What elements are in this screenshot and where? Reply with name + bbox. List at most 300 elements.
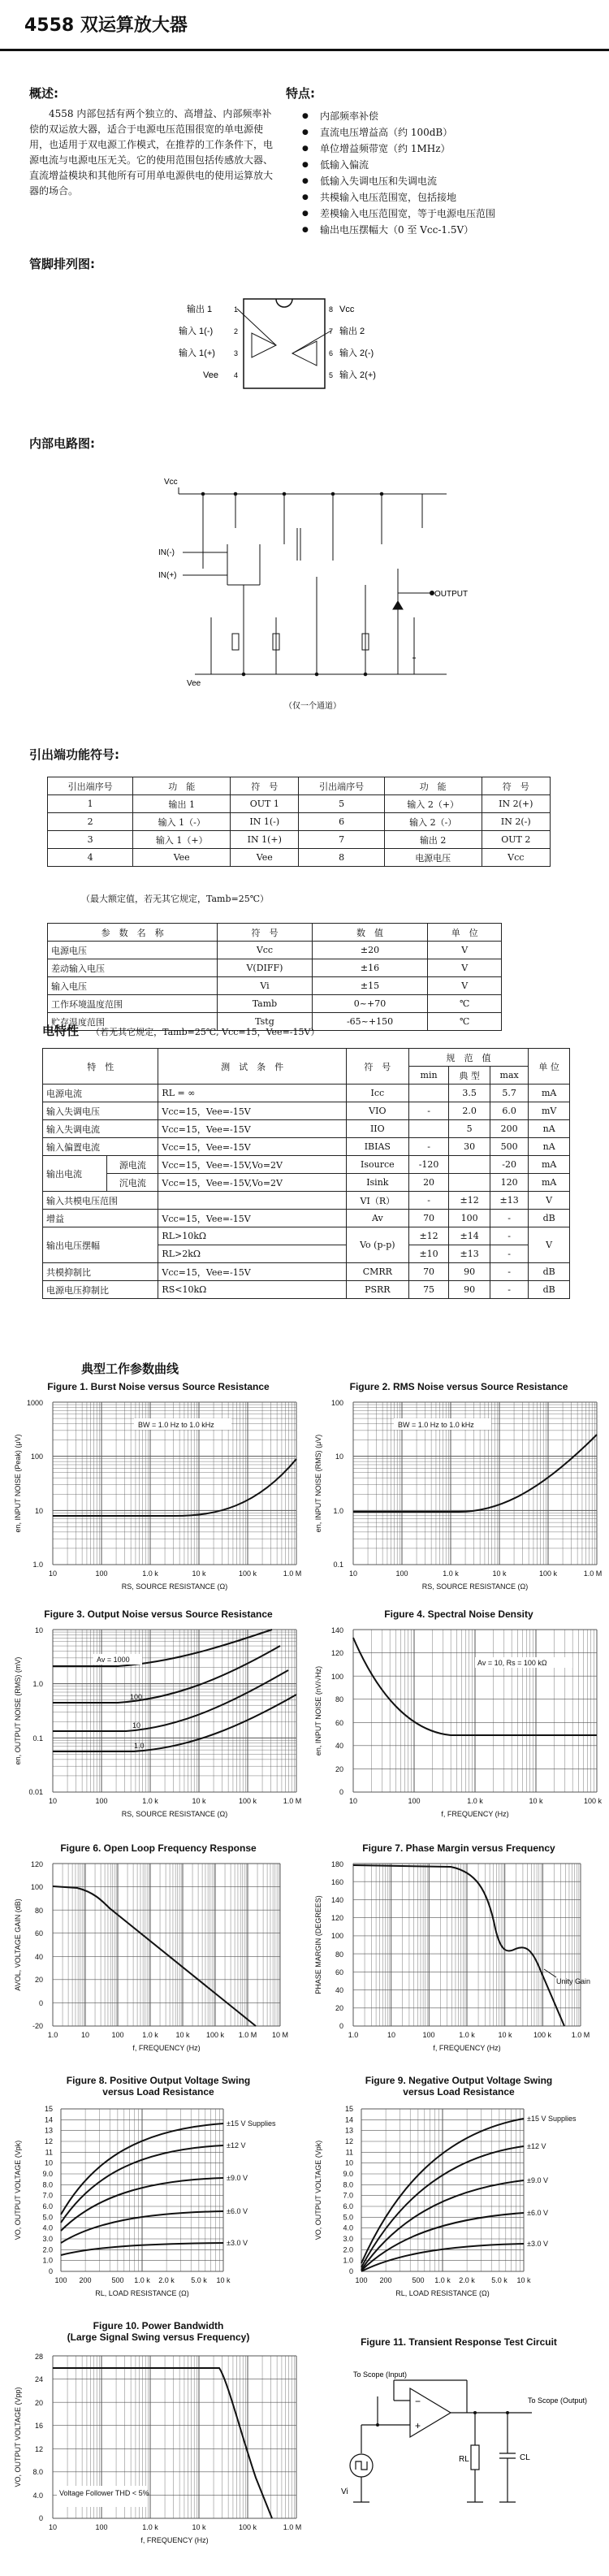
x-tick-label: 100: [95, 1569, 108, 1578]
table-row: [43, 1281, 570, 1299]
y-axis-label: en, OUTPUT NOISE (RMS) (mV): [14, 1656, 22, 1765]
table-row: [43, 1174, 570, 1192]
table-cell: 90: [449, 1281, 490, 1299]
feature-item: ● 直流电压增益高（约 100dB）: [302, 124, 586, 141]
x-tick-label: 500: [412, 2276, 425, 2284]
circuit-output-label: OUTPUT: [434, 590, 469, 599]
table-cell: -: [408, 1192, 449, 1210]
table-cell: 输入共模电压范围: [43, 1192, 158, 1210]
table-cell: Vcc=15，Vee=-15V: [158, 1120, 346, 1138]
table-cell: Vcc: [218, 942, 312, 959]
y-tick-label: 9.0: [343, 2170, 353, 2178]
fig11-title: Figure 11. Transient Response Test Circuit: [361, 2336, 557, 2348]
table-cell: 差动输入电压: [48, 959, 218, 977]
fig8-title-line2: versus Load Resistance: [102, 2086, 214, 2098]
fig10-title-line1: Figure 10. Power Bandwidth: [93, 2320, 224, 2331]
fig1-chart: [12, 1394, 304, 1597]
fig3-curve-label: 10: [132, 1721, 141, 1730]
y-tick-label: 28: [34, 2353, 43, 2361]
y-tick-label: 24: [34, 2375, 43, 2383]
table-cell: mV: [529, 1102, 570, 1120]
fig9-curve-label: ±9.0 V: [527, 2176, 548, 2184]
x-tick-label: 10: [48, 2523, 58, 2531]
fig9-curve-label: ±6.0 V: [527, 2209, 548, 2217]
table-header-cell: 单 位: [428, 924, 502, 942]
table-cell: 输入失调电压: [43, 1102, 158, 1120]
feature-item: ● 低输入失调电压和失调电流: [302, 173, 586, 189]
table-cell: CMRR: [346, 1263, 408, 1281]
table-cell: ±12: [449, 1192, 490, 1210]
y-tick-label: 100: [330, 1932, 343, 1940]
y-tick-label: 4.0: [343, 2223, 353, 2232]
y-tick-label: 20: [335, 2004, 343, 2012]
pin-label: 输出 1: [187, 305, 213, 314]
fig6-title: Figure 6. Open Loop Frequency Response: [60, 1842, 257, 1854]
features-section: [286, 84, 586, 238]
table-cell: 500: [490, 1138, 528, 1156]
table-cell: V: [428, 959, 502, 977]
y-tick-label: 80: [335, 1950, 343, 1959]
x-tick-label: 1.0 M: [283, 1569, 302, 1578]
fig9-chart: [313, 2101, 605, 2304]
fig6-chart: [12, 1855, 304, 2059]
fig2-curve: [353, 1435, 597, 1512]
y-tick-label: 2.0: [343, 2245, 353, 2254]
table-cell: 输出电压摆幅: [43, 1227, 158, 1263]
pinout-left-labels: [179, 303, 238, 380]
overview-text: 4558 内部包括有两个独立的、高增益、内部频率补偿的双运放大器，适合于电源电压范围很宽的单电源使用，也适用于双电源工作模式，在推荐的工作条件下，电源电流与电源电压无关。它的使用范围包括传感放大器、直流增益模块和其他所有可用单电源供电的使用运算放大器的场合。: [29, 108, 274, 197]
x-tick-label: 1.0 k: [434, 2276, 451, 2284]
pinout-right-labels: [329, 305, 376, 380]
pin-label: 输出 2: [339, 327, 365, 336]
x-tick-label: 1.0 M: [283, 1797, 302, 1805]
table-cell: 输入 1（+）: [133, 831, 231, 849]
x-tick-label: 100 k: [538, 1569, 558, 1578]
feature-item: ● 共模输入电压范围宽，包括接地: [302, 189, 586, 206]
x-tick-label: 100: [408, 1797, 421, 1805]
y-axis-label: en, INPUT NOISE (RMS) (μV): [314, 1434, 322, 1533]
table-cell: -120: [408, 1156, 449, 1174]
table-cell: 5: [299, 795, 384, 813]
x-tick-label: 1.0 M: [238, 2031, 257, 2039]
table-cell: 输出电流: [43, 1156, 107, 1192]
x-tick-label: 10 k: [529, 1797, 543, 1805]
x-tick-label: 10: [348, 1569, 358, 1578]
x-tick-label: 10 k: [516, 2276, 531, 2284]
table-cell: OUT 2: [482, 831, 550, 849]
table-cell: ±12: [408, 1227, 449, 1245]
table-cell: 2: [48, 813, 133, 831]
table-cell: V: [428, 977, 502, 995]
fig8-title-line1: Figure 8. Positive Output Voltage Swing: [66, 2075, 251, 2086]
table-cell: Tstg: [218, 1013, 312, 1031]
y-tick-label: 120: [330, 1649, 343, 1657]
fig11-input-label: To Scope (Input): [353, 2370, 408, 2379]
fig3-curve-label: 100: [130, 1693, 143, 1701]
x-tick-label: 100: [422, 2031, 435, 2039]
y-tick-label: 0: [339, 2022, 343, 2030]
table-cell: 输入 2（+）: [384, 795, 482, 813]
table-cell: RL = ∞: [158, 1085, 346, 1102]
y-tick-label: 60: [34, 1929, 43, 1937]
pinout-heading: 管脚排列图:: [29, 257, 95, 271]
fig10-title-line2: (Large Signal Swing versus Frequency): [67, 2331, 250, 2343]
table-cell: 120: [490, 1174, 528, 1192]
table-cell: ±10: [408, 1245, 449, 1263]
y-tick-label: 0: [339, 1788, 343, 1796]
table-row: [48, 942, 502, 959]
y-tick-label: 10: [335, 1453, 343, 1461]
table-row: [48, 849, 551, 867]
overview-section: [29, 84, 273, 199]
x-tick-label: 1.0: [348, 2031, 359, 2039]
table-cell: Vcc=15，Vee=-15V: [158, 1263, 346, 1281]
fig4-title: Figure 4. Spectral Noise Density: [384, 1608, 533, 1620]
elec-note: （若无其它规定，Tamb=25℃, Vcc=15，Vee=-15V）: [91, 1027, 320, 1037]
y-tick-label: 100: [30, 1453, 43, 1461]
table-header-cell: 引出端序号: [299, 777, 384, 795]
pin-number: 2: [234, 327, 239, 336]
x-tick-label: 100: [355, 2276, 368, 2284]
table-cell: ℃: [428, 995, 502, 1013]
y-tick-label: 10: [34, 1507, 43, 1515]
y-tick-label: 60: [335, 1968, 343, 1976]
y-tick-label: 4.0: [42, 2223, 53, 2232]
table-cell: 70: [408, 1263, 449, 1281]
curves-heading: 典型工作参数曲线: [81, 1362, 179, 1376]
y-tick-label: 0: [38, 1999, 43, 2007]
table-header-cell: 功 能: [384, 777, 482, 795]
y-tick-label: 80: [335, 1695, 343, 1704]
y-tick-label: 0.01: [28, 1788, 43, 1796]
table-cell: [449, 1174, 490, 1192]
table-row: [43, 1138, 570, 1156]
table-cell: V: [529, 1227, 570, 1263]
feature-item: ● 低输入偏流: [302, 157, 586, 173]
fig10-annotation: Voltage Follower THD < 5%: [59, 2489, 149, 2497]
x-tick-label: 1.0 k: [459, 2031, 475, 2039]
y-tick-label: 5.0: [343, 2213, 353, 2222]
pin-label: 输入 2(-): [339, 349, 374, 358]
y-tick-label: 180: [330, 1860, 343, 1868]
table-cell: VI（R）: [346, 1192, 408, 1210]
fig2-chart: [313, 1394, 605, 1597]
table-row: [48, 995, 502, 1013]
table-cell: Vcc: [482, 849, 550, 867]
x-tick-label: 1.0 k: [443, 1569, 459, 1578]
y-tick-label: 13: [44, 2126, 53, 2135]
fig8-curve-label: ±9.0 V: [227, 2174, 248, 2182]
y-tick-label: -20: [32, 2022, 43, 2030]
y-tick-label: 12: [44, 2137, 53, 2145]
table-cell: mA: [529, 1174, 570, 1192]
x-tick-label: 1.0 k: [142, 1797, 158, 1805]
table-row: [43, 1120, 570, 1138]
table-cell: 200: [490, 1120, 528, 1138]
table-row: [43, 1156, 570, 1174]
fig9-curve-label: ±12 V: [527, 2142, 546, 2150]
pin-label: 输入 1(+): [179, 349, 215, 358]
y-tick-label: 0: [38, 2514, 43, 2522]
table-cell: IIO: [346, 1120, 408, 1138]
y-tick-label: 100: [30, 1883, 43, 1891]
fig11-vi-label: Vi: [341, 2487, 348, 2496]
table-cell: 输出 2: [384, 831, 482, 849]
table-cell: RL>10kΩ: [158, 1227, 346, 1245]
pin-label: Vee: [203, 370, 218, 380]
fig10-title: [8, 2320, 309, 2343]
table-header-cell: 功 能: [133, 777, 231, 795]
table-cell: IN 1(+): [231, 831, 299, 849]
fig2-title: Figure 2. RMS Noise versus Source Resistance: [349, 1381, 568, 1392]
table-header-cell: 符 号: [482, 777, 550, 795]
fig7-curve: [353, 1865, 564, 2026]
x-tick-label: 100: [54, 2276, 67, 2284]
x-tick-label: 100 k: [533, 2031, 552, 2039]
x-axis-label: f, FREQUENCY (Hz): [132, 2044, 201, 2052]
circuit-vcc-label: Vcc: [164, 478, 178, 487]
x-tick-label: 100 k: [205, 2031, 225, 2039]
y-tick-label: 13: [344, 2126, 353, 2135]
x-tick-label: 100 k: [238, 1569, 257, 1578]
table-cell: -: [408, 1138, 449, 1156]
table-cell: 源电流: [107, 1156, 158, 1174]
x-tick-label: 10 k: [492, 1569, 507, 1578]
y-tick-label: 8.0: [32, 2468, 43, 2476]
y-tick-label: 0.1: [32, 1734, 43, 1743]
fig3-curve: [53, 1630, 272, 1666]
table-row: [43, 1192, 570, 1210]
x-tick-label: 10: [348, 1797, 358, 1805]
fig7-annotation: Unity Gain: [556, 1977, 591, 1985]
x-tick-label: 1.0 k: [142, 2031, 158, 2039]
features-list: [302, 108, 586, 238]
x-tick-label: 1.0: [47, 2031, 58, 2039]
internal-circuit: [154, 471, 479, 715]
x-axis-label: RL, LOAD RESISTANCE (Ω): [95, 2289, 189, 2297]
fig3-curve: [53, 1670, 288, 1731]
y-tick-label: 12: [34, 2445, 43, 2453]
pin-label: 输入 2(+): [339, 370, 376, 380]
fig1-curve: [53, 1459, 296, 1516]
table-row: [43, 1102, 570, 1120]
y-tick-label: 80: [34, 1907, 43, 1915]
x-tick-label: 1.0 M: [583, 1569, 603, 1578]
table-cell: 3.5: [449, 1085, 490, 1102]
table-cell: IBIAS: [346, 1138, 408, 1156]
x-axis-label: RS, SOURCE RESISTANCE (Ω): [121, 1810, 228, 1818]
table-cell: 0~+70: [312, 995, 428, 1013]
table-cell: Av: [346, 1210, 408, 1227]
table-cell: 输入 1（-）: [133, 813, 231, 831]
x-tick-label: 10 k: [192, 1797, 206, 1805]
svg-text:+: +: [415, 2420, 421, 2431]
table-cell: nA: [529, 1120, 570, 1138]
table-cell: Vcc=15，Vee=-15V,Vo=2V: [158, 1174, 346, 1192]
y-tick-label: 8.0: [42, 2180, 53, 2189]
y-tick-label: 140: [330, 1896, 343, 1904]
fig11-cl-label: CL: [520, 2453, 530, 2462]
fig3-annotation: Av = 1000: [97, 1656, 130, 1664]
table-cell: 75: [408, 1281, 449, 1299]
y-tick-label: 40: [34, 1953, 43, 1961]
table-row: [48, 977, 502, 995]
table-row: [43, 1085, 570, 1102]
table-cell: 6.0: [490, 1102, 528, 1120]
table-cell: -: [490, 1263, 528, 1281]
fig8-title: [8, 2075, 309, 2098]
x-tick-label: 10: [48, 1569, 58, 1578]
x-tick-label: 200: [79, 2276, 92, 2284]
y-tick-label: 11: [45, 2148, 53, 2157]
fig9-curve-label: ±3.0 V: [527, 2240, 548, 2248]
pin-number: 4: [234, 371, 239, 379]
fig3-title: Figure 3. Output Noise versus Source Resistance: [44, 1608, 273, 1620]
table-cell: ±13: [449, 1245, 490, 1263]
pin-table-heading: 引出端功能符号:: [29, 747, 119, 762]
x-tick-label: 10: [48, 1797, 58, 1805]
x-tick-label: 100 k: [238, 1797, 257, 1805]
table-cell: 30: [449, 1138, 490, 1156]
table-cell: mA: [529, 1156, 570, 1174]
y-axis-label: VO, OUTPUT VOLTAGE (Vpk): [314, 2140, 322, 2240]
table-cell: PSRR: [346, 1281, 408, 1299]
y-tick-label: 3.0: [42, 2235, 53, 2243]
table-cell: Vo (p-p): [346, 1227, 408, 1263]
table-cell: 输入失调电流: [43, 1120, 158, 1138]
x-tick-label: 1.0 M: [571, 2031, 590, 2039]
table-row: [48, 831, 551, 849]
y-tick-label: 10: [344, 2158, 353, 2167]
internal-heading: 内部电路图:: [29, 436, 95, 451]
y-tick-label: 1.0: [32, 1680, 43, 1688]
table-cell: RL>2kΩ: [158, 1245, 346, 1263]
feature-item: ● 输出电压摆幅大（0 至 Vcc-1.5V）: [302, 222, 586, 238]
x-tick-label: 10 k: [498, 2031, 512, 2039]
table-cell: -: [490, 1245, 528, 1263]
table-cell: 4: [48, 849, 133, 867]
table-header-cell: 特 性: [43, 1049, 158, 1085]
table-cell: Vcc=15，Vee=-15V,Vo=2V: [158, 1156, 346, 1174]
table-header-row: [48, 777, 551, 795]
table-cell: 输入 2（-）: [384, 813, 482, 831]
table-cell: 工作环境温度范围: [48, 995, 218, 1013]
y-tick-label: 11: [345, 2148, 353, 2157]
y-axis-label: VO, OUTPUT VOLTAGE (Vpk): [14, 2140, 22, 2240]
table-cell: 输出 1: [133, 795, 231, 813]
x-tick-label: 100 k: [238, 2523, 257, 2531]
fig8-curve-label: ±6.0 V: [227, 2207, 248, 2215]
table-cell: 1: [48, 795, 133, 813]
elec-heading-row: [42, 1022, 319, 1039]
fig4-chart: [313, 1621, 605, 1825]
table-cell: ±14: [449, 1227, 490, 1245]
table-header-cell: 符 号: [231, 777, 299, 795]
table-cell: 输入电压: [48, 977, 218, 995]
table-cell: -20: [490, 1156, 528, 1174]
table-cell: 电源电压: [384, 849, 482, 867]
y-tick-label: 1.0: [333, 1507, 343, 1515]
table-cell: ±15: [312, 977, 428, 995]
pin-number: 3: [234, 349, 239, 357]
table-cell: RS<10kΩ: [158, 1281, 346, 1299]
table-cell: Vcc=15，Vee=-15V: [158, 1102, 346, 1120]
x-tick-label: 10 k: [175, 2031, 190, 2039]
circuit-in-neg-label: IN(-): [158, 548, 175, 557]
table-header-cell: max: [490, 1067, 528, 1085]
y-tick-label: 120: [30, 1860, 43, 1868]
x-tick-label: 500: [111, 2276, 124, 2284]
table-header-row: [48, 924, 502, 942]
table-header-cell: 参 数 名 称: [48, 924, 218, 942]
table-header-cell: 引出端序号: [48, 777, 133, 795]
fig2-annotation: BW = 1.0 Hz to 1.0 kHz: [398, 1421, 474, 1429]
table-cell: 7: [299, 831, 384, 849]
table-cell: OUT 1: [231, 795, 299, 813]
fig11-circuit: [321, 2364, 597, 2526]
table-cell: 沉电流: [107, 1174, 158, 1192]
table-cell: IN 1(-): [231, 813, 299, 831]
table-cell: 5: [449, 1120, 490, 1138]
x-tick-label: 5.0 k: [191, 2276, 207, 2284]
pin-number: 5: [329, 371, 334, 379]
table-header-row: [43, 1049, 570, 1067]
table-row: [48, 959, 502, 977]
fig1-title: Figure 1. Burst Noise versus Source Resistance: [47, 1381, 270, 1392]
table-cell: VIO: [346, 1102, 408, 1120]
table-cell: [408, 1085, 449, 1102]
fig4-annotation: Av = 10, Rs = 100 kΩ: [477, 1659, 547, 1667]
elec-heading: 电特性: [42, 1024, 80, 1038]
y-tick-label: 10: [34, 1626, 43, 1634]
table-row: [48, 795, 551, 813]
table-cell: 贮存温度范围: [48, 1013, 218, 1031]
table-cell: Tamb: [218, 995, 312, 1013]
table-cell: 电源电压抑制比: [43, 1281, 158, 1299]
table-cell: V: [428, 942, 502, 959]
y-tick-label: 100: [330, 1673, 343, 1681]
x-tick-label: 1.0 k: [134, 2276, 150, 2284]
features-heading: 特点:: [286, 86, 315, 101]
y-tick-label: 16: [34, 2422, 43, 2430]
fig3-curve-label: 1.0: [134, 1742, 145, 1750]
table-cell: 6: [299, 813, 384, 831]
table-row: [43, 1210, 570, 1227]
x-axis-label: RL, LOAD RESISTANCE (Ω): [395, 2289, 490, 2297]
y-axis-label: en, INPUT NOISE (nV/√Hz): [314, 1665, 322, 1756]
fig9-title-line2: versus Load Resistance: [403, 2086, 515, 2098]
y-tick-label: 20: [34, 1976, 43, 1984]
fig10-chart: [12, 2348, 304, 2551]
table-cell: dB: [529, 1263, 570, 1281]
y-tick-label: 0: [348, 2267, 353, 2275]
y-tick-label: 7.0: [42, 2191, 53, 2200]
table-cell: nA: [529, 1138, 570, 1156]
table-cell: Vcc=15，Vee=-15V: [158, 1210, 346, 1227]
pin-function-table: [47, 777, 551, 867]
feature-item: ● 内部频率补偿: [302, 108, 586, 124]
y-tick-label: 5.0: [42, 2213, 53, 2222]
table-cell: 输入偏置电流: [43, 1138, 158, 1156]
table-cell: mA: [529, 1085, 570, 1102]
y-tick-label: 9.0: [42, 2170, 53, 2178]
table-header-cell: 符 号: [218, 924, 312, 942]
table-cell: ℃: [428, 1013, 502, 1031]
x-tick-label: 2.0 k: [459, 2276, 475, 2284]
table-header-cell: 规 范 值: [408, 1049, 528, 1067]
table-cell: dB: [529, 1281, 570, 1299]
fig8-curve-label: ±15 V Supplies: [227, 2119, 276, 2128]
